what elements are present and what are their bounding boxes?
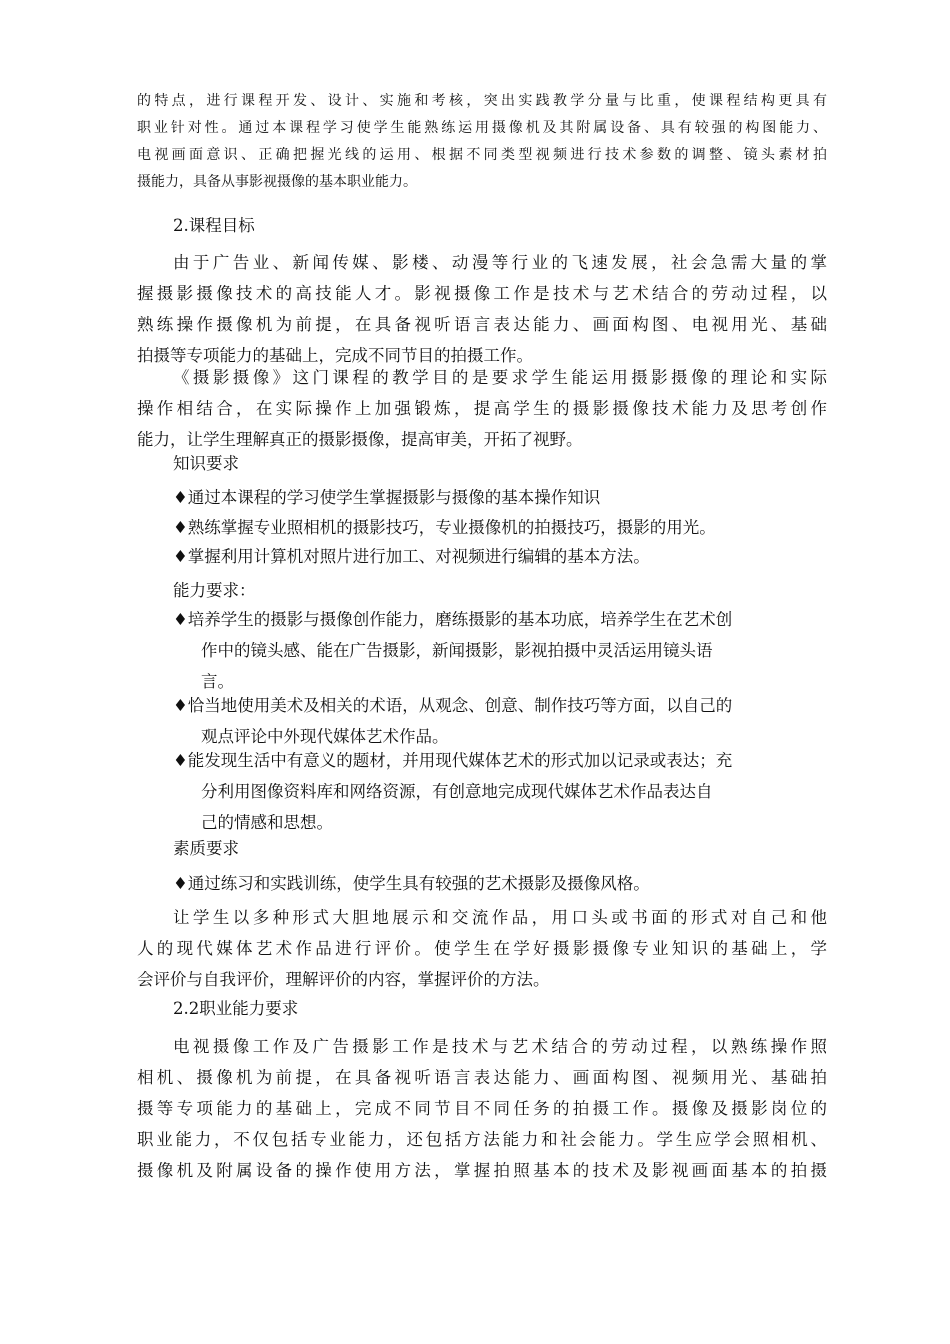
bullet-ability-2 — [173, 690, 827, 752]
paragraph-evaluation — [137, 902, 827, 995]
text-line: 摄等专项能力的基础上，完成不同节目不同任务的拍摄工作。摄像及摄影岗位的 — [137, 1099, 827, 1118]
text-line: ♦恰当地使用美术及相关的术语，从观念、创意、制作技巧等方面，以自己的 — [173, 696, 733, 715]
text-line: ♦能发现生活中有意义的题材，并用现代媒体艺术的形式加以记录或表达；充 — [173, 751, 733, 770]
section-heading-course-goals: 2.课程目标 — [173, 216, 255, 235]
text-line: 熟练操作摄像机为前提，在具备视听语言表达能力、画面构图、电视用光、基础 — [137, 315, 827, 334]
text-line: 摄能力，具备从事影视摄像的基本职业能力。 — [137, 174, 417, 190]
bullet-knowledge-1: ♦通过本课程的学习使学生掌握摄影与摄像的基本操作知识 — [173, 488, 601, 507]
text-line: 己的情感和思想。 — [201, 813, 333, 832]
subheading-quality-requirements: 素质要求 — [173, 839, 239, 858]
text-line: 能力，让学生理解真正的摄影摄像，提高审美，开拓了视野。 — [137, 430, 583, 449]
paragraph-course-features — [137, 88, 827, 196]
text-line: 会评价与自我评价，理解评价的内容，掌握评价的方法。 — [137, 970, 550, 989]
text-line: 摄像机及附属设备的操作使用方法，掌握拍照基本的技术及影视画面基本的拍摄 — [137, 1161, 827, 1180]
paragraph-vocational-ability — [137, 1031, 827, 1186]
text-line: 人的现代媒体艺术作品进行评价。使学生在学好摄影摄像专业知识的基础上，学 — [137, 939, 827, 958]
text-line: 观点评论中外现代媒体艺术作品。 — [201, 727, 449, 746]
text-line: 言。 — [201, 672, 234, 691]
text-line: 的特点，进行课程开发、设计、实施和考核，突出实践教学分量与比重，使课程结构更具有 — [137, 93, 827, 109]
text-line: 职业针对性。通过本课程学习使学生能熟练运用摄像机及其附属设备、具有较强的构图能力、 — [137, 120, 827, 136]
paragraph-teaching-purpose — [137, 362, 827, 455]
bullet-knowledge-3: ♦掌握利用计算机对照片进行加工、对视频进行编辑的基本方法。 — [173, 547, 650, 566]
bullet-ability-3 — [173, 745, 827, 838]
section-heading-vocational-ability: 2.2职业能力要求 — [173, 999, 299, 1018]
text-line: 让学生以多种形式大胆地展示和交流作品，用口头或书面的形式对自己和他 — [173, 908, 827, 927]
text-line: 作中的镜头感、能在广告摄影，新闻摄影，影视拍摄中灵活运用镜头语 — [201, 641, 713, 660]
text-line: 相机、摄像机为前提，在具备视听语言表达能力、画面构图、视频用光、基础拍 — [137, 1068, 827, 1087]
text-line: 由于广告业、新闻传媒、影楼、动漫等行业的飞速发展，社会急需大量的掌 — [173, 253, 827, 272]
text-line: 《摄影摄像》这门课程的教学目的是要求学生能运用摄影摄像的理论和实际 — [173, 368, 827, 387]
text-line: 职业能力，不仅包括专业能力，还包括方法能力和社会能力。学生应学会照相机、 — [137, 1130, 827, 1149]
text-line: 电视摄像工作及广告摄影工作是技术与艺术结合的劳动过程，以熟练操作照 — [173, 1037, 827, 1056]
bullet-quality-1: ♦通过练习和实践训练，使学生具有较强的艺术摄影及摄像风格。 — [173, 874, 650, 893]
text-line: 操作相结合，在实际操作上加强锻炼，提高学生的摄影摄像技术能力及思考创作 — [137, 399, 827, 418]
subheading-ability-requirements: 能力要求： — [173, 581, 256, 600]
subheading-knowledge-requirements: 知识要求 — [173, 454, 239, 473]
paragraph-industry-demand — [137, 247, 827, 371]
text-line: 分利用图像资料库和网络资源，有创意地完成现代媒体艺术作品表达自 — [201, 782, 713, 801]
bullet-knowledge-2: ♦熟练掌握专业照相机的摄影技巧，专业摄像机的拍摄技巧，摄影的用光。 — [173, 518, 716, 537]
bullet-ability-1 — [173, 604, 827, 697]
text-line: 电视画面意识、正确把握光线的运用、根据不同类型视频进行技术参数的调整、镜头素材拍 — [137, 147, 827, 163]
text-line: 握摄影摄像技术的高技能人才。影视摄像工作是技术与艺术结合的劳动过程，以 — [137, 284, 827, 303]
text-line: 拍摄等专项能力的基础上，完成不同节目的拍摄工作。 — [137, 346, 533, 365]
text-line: ♦培养学生的摄影与摄像创作能力，磨练摄影的基本功底，培养学生在艺术创 — [173, 610, 733, 629]
